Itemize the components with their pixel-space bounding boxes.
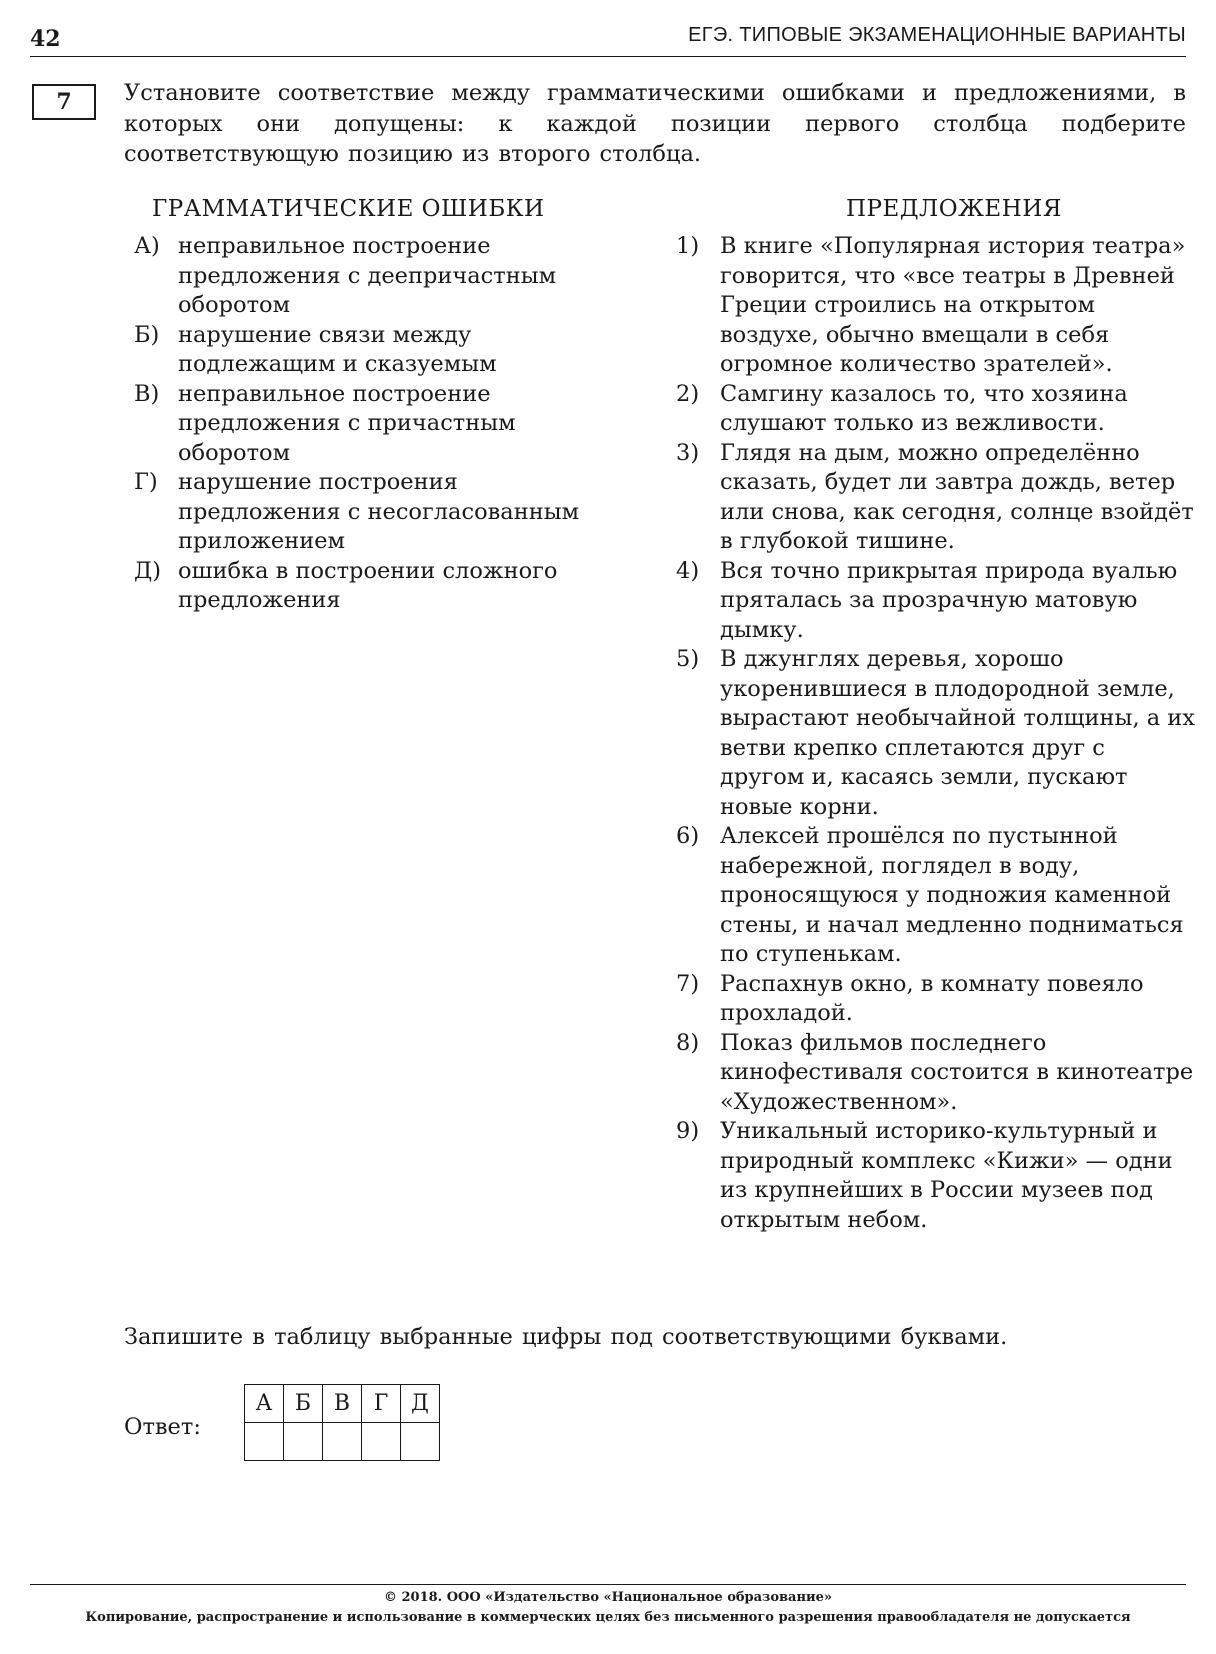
page-number: 42 <box>30 26 61 52</box>
sentence-item <box>676 380 1196 439</box>
error-item <box>134 380 614 469</box>
sentence-text: В книге «Популярная история театра» говорится, что «все театры в Древней Греции строились на открытом воздухе, обычно вмещали в себя огромное количество зрателей». <box>720 233 1186 377</box>
answer-value-cell[interactable] <box>401 1423 440 1461</box>
error-text: нарушение связи между подлежащим и сказуемым <box>178 321 497 377</box>
sentence-item <box>676 1117 1196 1235</box>
sentence-text: В джунглях деревья, хорошо укоренившиеся в плодородной земле, вырастают необычайной толщины, а их ветви крепко сплетаются друг с другом и, касаясь земли, пускают новые корни. <box>720 646 1195 820</box>
sentence-marker: 6) <box>676 823 700 849</box>
sentence-marker: 9) <box>676 1118 700 1144</box>
error-text: ошибка в построении сложного предложения <box>178 557 558 613</box>
sentence-marker: 1) <box>676 233 700 259</box>
answer-letter-cell: В <box>323 1385 362 1423</box>
answer-values-row <box>245 1423 440 1461</box>
answer-letter-cell: Д <box>401 1385 440 1423</box>
sentence-marker: 7) <box>676 970 700 997</box>
task-instruction: Установите соответствие между грамматическими ошибками и предложениями, в которых они допущены: к каждой позиции первого столбца подберите соответствующую позицию из второго столбца. <box>124 80 1186 167</box>
error-marker: Г) <box>134 469 158 495</box>
task-number-box: 7 <box>32 84 96 120</box>
answer-letter-cell: А <box>245 1385 284 1423</box>
answer-instruction: Запишите в таблицу выбранные цифры под соответствующими буквами. <box>124 1324 1008 1350</box>
answer-value-cell[interactable] <box>245 1423 284 1461</box>
sentences-column-heading: ПРЕДЛОЖЕНИЯ <box>846 196 1062 222</box>
error-marker: Б) <box>134 321 160 348</box>
error-item <box>134 557 614 616</box>
error-text: нарушение построения предложения с несогласованным приложением <box>178 469 580 554</box>
sentence-item <box>676 822 1196 970</box>
sentence-text: Распахнув окно, в комнату повеяло прохладой. <box>720 970 1144 1026</box>
answer-value-cell[interactable] <box>323 1423 362 1461</box>
answer-value-cell[interactable] <box>284 1423 323 1461</box>
sentence-item <box>676 232 1196 380</box>
errors-list <box>134 232 614 616</box>
error-text: неправильное построение предложения с причастным оборотом <box>178 380 516 466</box>
error-item <box>134 232 614 321</box>
answer-table <box>244 1384 440 1461</box>
error-marker: А) <box>134 233 160 259</box>
footer-notice: Копирование, распространение и использование в коммерческих целях без письменного разрешения правообладателя не допускается <box>85 1610 1131 1625</box>
answer-letter-cell: Г <box>362 1385 401 1423</box>
error-text: неправильное построение предложения с деепричастным оборотом <box>178 233 557 318</box>
error-item <box>134 321 614 380</box>
answer-label: Ответ: <box>124 1414 201 1440</box>
sentence-marker: 8) <box>676 1029 700 1056</box>
sentences-list <box>676 232 1196 1235</box>
sentence-marker: 2) <box>676 380 700 407</box>
sentence-marker: 5) <box>676 646 700 672</box>
sentence-item <box>676 1029 1196 1118</box>
sentence-text: Самгину казалось то, что хозяина слушают только из вежливости. <box>720 380 1128 436</box>
sentence-text: Алексей прошёлся по пустынной набережной, поглядел в воду, проносящуюся у подножия каменной стены, и начал медленно подниматься по ступенькам. <box>720 823 1184 967</box>
answer-value-cell[interactable] <box>362 1423 401 1461</box>
error-item <box>134 468 614 557</box>
answer-letter-cell: Б <box>284 1385 323 1423</box>
errors-column-heading: ГРАММАТИЧЕСКИЕ ОШИБКИ <box>152 196 545 222</box>
answer-letters-row <box>245 1385 440 1423</box>
sentence-item <box>676 645 1196 822</box>
sentence-marker: 4) <box>676 557 700 584</box>
sentence-item <box>676 557 1196 646</box>
footer-divider <box>30 1584 1186 1585</box>
sentence-item <box>676 970 1196 1029</box>
error-marker: Д) <box>134 557 162 584</box>
running-title: ЕГЭ. ТИПОВЫЕ ЭКЗАМЕНАЦИОННЫЕ ВАРИАНТЫ <box>688 24 1186 46</box>
sentence-text: Вся точно прикрытая природа вуалью пряталась за прозрачную матовую дымку. <box>720 557 1178 643</box>
footer-copyright: © 2018. ООО «Издательство «Национальное образование» <box>383 1590 833 1605</box>
sentence-item <box>676 439 1196 557</box>
sentence-text: Глядя на дым, можно определённо сказать, будет ли завтра дождь, ветер или снова, как сегодня, солнце взойдёт в глубокой тишине. <box>720 439 1194 554</box>
sentence-text: Показ фильмов последнего кинофестиваля состоится в кинотеатре «Художественном». <box>720 1029 1194 1115</box>
error-marker: В) <box>134 380 160 407</box>
sentence-marker: 3) <box>676 439 700 466</box>
header-divider <box>30 56 1186 57</box>
sentence-text: Уникальный историко-культурный и природный комплекс «Кижи» — одни из крупнейших в России музеев под открытым небом. <box>720 1118 1173 1233</box>
